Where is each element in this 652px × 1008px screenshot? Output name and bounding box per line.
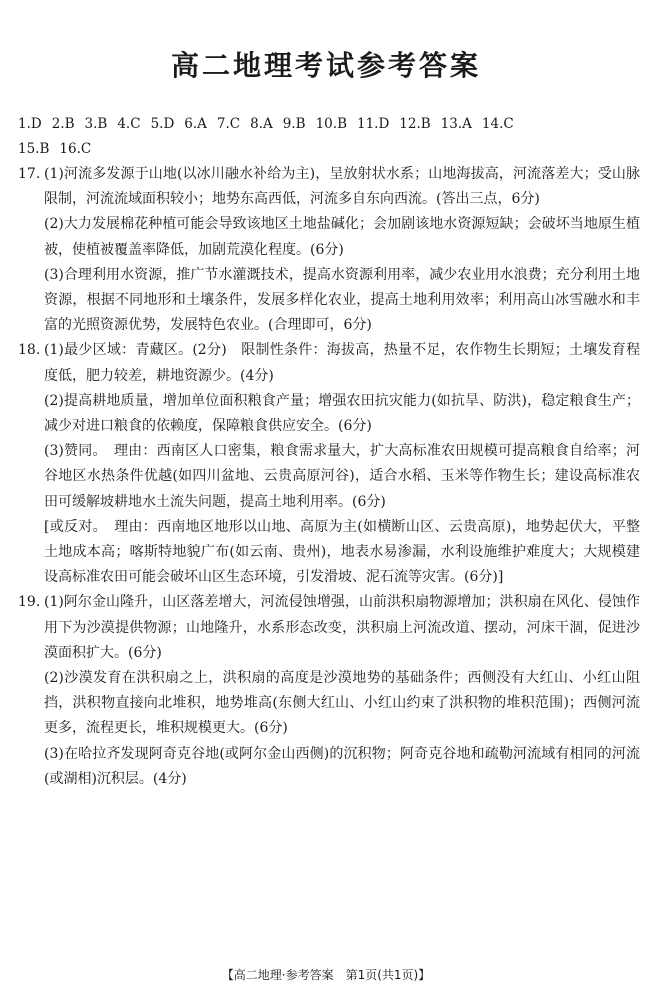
answer-item: 9.B bbox=[282, 116, 306, 132]
answer-part: (3)在哈拉齐发现阿奇克谷地(或阿尔金山西侧)的沉积物；阿奇克谷地和疏勒河流域有相同的河流(或湖相)沉积层。(4分) bbox=[44, 745, 640, 787]
answer-item: 4.C bbox=[117, 116, 141, 132]
answer-row bbox=[18, 137, 638, 162]
answer-item: 6.A bbox=[184, 116, 207, 132]
answer-part: (2)沙漠发育在洪积扇之上，洪积扇的高度是沙漠地势的基础条件；西侧没有大红山、小红山阻挡，洪积物直接向北堆积，地势堆高(东侧大红山、小红山约束了洪积物的堆积范围)；西侧河流更多，流程更长，堆积规模更大。(6分) bbox=[44, 670, 640, 737]
answer-part: [或反对。 理由：西南地区地形以山地、高原为主(如横断山区、云贵高原)，地势起伏大，平整土地成本高；喀斯特地貌广布(如云南、贵州)，地表水易渗漏，水利设施维护难度大；大规模建设高标准农田可能会破坏山区生态环境，引发滑坡、泥石流等灾害。(6分)] bbox=[44, 518, 640, 586]
answer-part: (1)河流多发源于山地(以冰川融水补给为主)，呈放射状水系；山地海拔高，河流落差大；受山脉限制，河流流域面积较小；地势东高西低，河流多自东向西流。(答出三点，6分) bbox=[44, 166, 640, 208]
answer-item: 13.A bbox=[440, 116, 472, 132]
question-17 bbox=[18, 162, 640, 338]
answer-item: 12.B bbox=[399, 116, 431, 132]
answer-part: (2)提高耕地质量，增加单位面积粮食产量；增强农田抗灾能力(如抗旱、防洪)，稳定粮食生产；减少对进口粮食的依赖度，保障粮食供应安全。(6分) bbox=[44, 392, 640, 435]
answer-part: (3)合理利用水资源，推广节水灌溉技术，提高水资源利用率，减少农业用水浪费；充分利用土地资源，根据不同地形和土壤条件，发展多样化农业，提高土地利用效率；利用高山冰雪融水和丰富的光照资源优势，发展特色农业。(合理即可，6分) bbox=[44, 266, 640, 334]
question-number: 18. bbox=[18, 342, 41, 359]
answer-item: 10.B bbox=[315, 116, 347, 132]
answer-item: 2.B bbox=[51, 116, 75, 132]
answer-item: 1.D bbox=[18, 116, 42, 132]
question-19 bbox=[18, 590, 640, 792]
answer-part: (1)阿尔金山隆升，山区落差增大，河流侵蚀增强，山前洪积扇物源增加；洪积扇在风化、侵蚀作用下为沙漠提供物源；山地隆升，水系形态改变，洪积扇上河流改道、摆动，河床干涸，促进沙漠面积扩大。(6分) bbox=[44, 594, 640, 661]
answer-item: 3.B bbox=[84, 116, 108, 132]
answer-item: 15.B bbox=[18, 141, 50, 157]
question-number: 19. bbox=[18, 594, 41, 611]
answer-item: 5.D bbox=[150, 116, 175, 132]
answer-row bbox=[18, 112, 638, 137]
answer-part: (2)大力发展棉花种植可能会导致该地区土地盐碱化；会加剧该地水资源短缺；会破坏当地原生植被，使植被覆盖率降低，加剧荒漠化程度。(6分) bbox=[44, 216, 640, 258]
answer-item: 7.C bbox=[216, 116, 241, 132]
multiple-choice-answers bbox=[18, 112, 638, 162]
question-number: 17. bbox=[18, 166, 41, 182]
answer-item: 14.C bbox=[481, 116, 514, 132]
answer-item: 16.C bbox=[59, 141, 92, 157]
answer-part: (1)最少区域：青藏区。(2分) 限制性条件：海拔高，热量不足，农作物生长期短；土壤发育程度低，肥力较差，耕地资源少。(4分) bbox=[44, 342, 640, 384]
page-footer: 【高二地理·参考答案 第1页(共1页)】 bbox=[221, 968, 431, 982]
page-title: 高二地理考试参考答案 bbox=[170, 49, 481, 82]
essay-answers bbox=[18, 162, 640, 792]
answer-item: 11.D bbox=[356, 116, 390, 132]
answer-part: (3)赞同。 理由：西南区人口密集，粮食需求量大，扩大高标准农田规模可提高粮食自给率；河谷地区水热条件优越(如四川盆地、云贵高原河谷)，适合水稻、玉米等作物生长；建设高标准农田可缓解坡耕地水土流失问题，提高土地利用率。(6分) bbox=[44, 443, 640, 510]
answer-item: 8.A bbox=[250, 116, 273, 132]
question-18 bbox=[18, 338, 640, 590]
